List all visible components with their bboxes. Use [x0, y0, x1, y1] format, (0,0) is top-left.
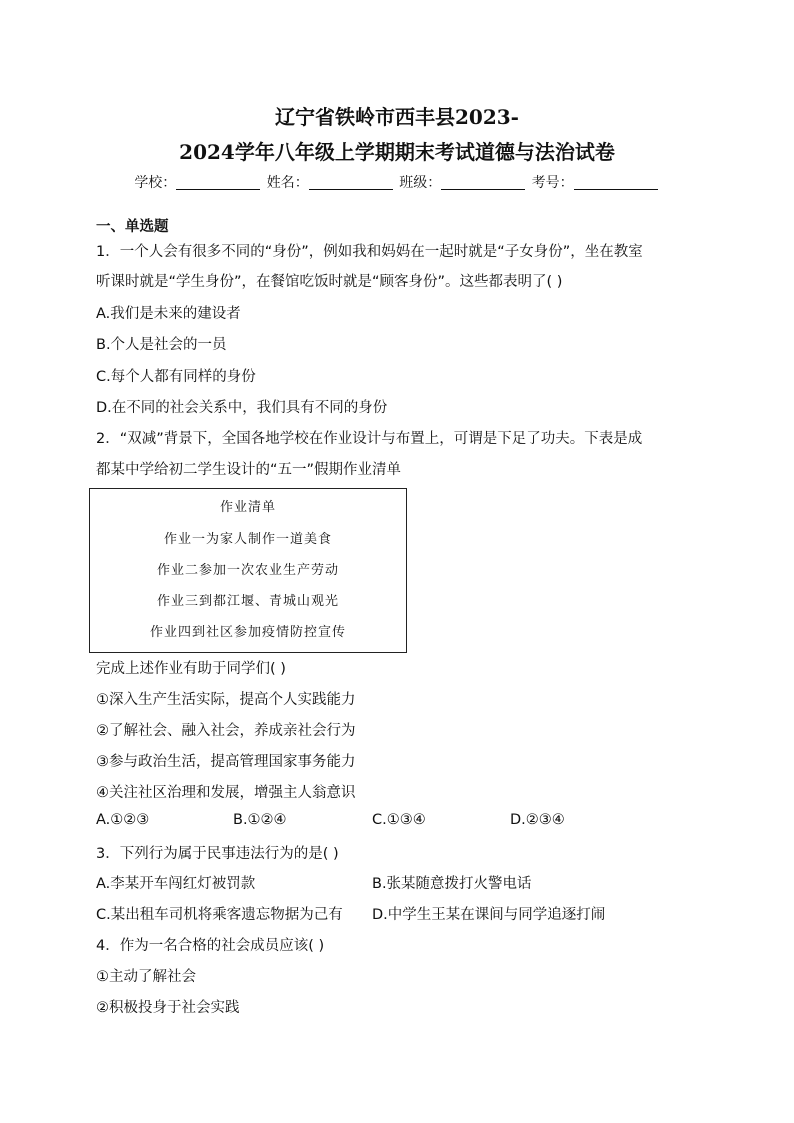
q2-option-a[interactable]: A.①②③ [96, 812, 150, 828]
school-label: 学校： [134, 175, 177, 191]
q2-statement-3: ③参与政治生活，提高管理国家事务能力 [96, 754, 356, 770]
q2-option-d[interactable]: D.②③④ [510, 812, 565, 828]
exam-title-line1: 辽宁省铁岭市西丰县2023- [275, 105, 519, 129]
homework-list-title: 作业清单 [219, 500, 276, 515]
name-label: 姓名： [266, 175, 309, 191]
class-blank[interactable] [441, 175, 525, 190]
q1-option-c[interactable]: C.每个人都有同样的身份 [96, 369, 256, 385]
q4-statement-1: ①主动了解社会 [96, 969, 196, 985]
q1-stem-line1: 1．一个人会有很多不同的“身份”，例如我和妈妈在一起时就是“子女身份”，坐在教室 [96, 244, 643, 260]
q3-option-c[interactable]: C.某出租车司机将乘客遗忘物据为己有 [96, 907, 343, 923]
section-heading: 一、单选题 [96, 219, 169, 235]
q3-stem: 3．下列行为属于民事违法行为的是( ) [96, 846, 339, 862]
q1-option-a[interactable]: A.我们是未来的建设者 [96, 306, 241, 322]
q1-option-b[interactable]: B.个人是社会的一员 [96, 337, 227, 353]
q2-stem-line3: 完成上述作业有助于同学们( ) [96, 661, 286, 677]
q4-stem: 4．作为一名合格的社会成员应该( ) [96, 938, 325, 954]
q2-statement-4: ④关注社区治理和发展，增强主人翁意识 [96, 785, 356, 801]
q3-option-d[interactable]: D.中学生王某在课间与同学追逐打闹 [372, 907, 606, 923]
school-blank[interactable] [176, 175, 260, 190]
class-label: 班级： [399, 175, 442, 191]
q3-option-a[interactable]: A.李某开车闯红灯被罚款 [96, 876, 256, 892]
homework-item-4: 作业四到社区参加疫情防控宣传 [149, 625, 346, 640]
q3-option-b[interactable]: B.张某随意拨打火警电话 [372, 876, 532, 892]
q4-statement-2: ②积极投身于社会实践 [96, 1000, 240, 1016]
q2-stem-line1: 2．“双减”背景下，全国各地学校在作业设计与布置上，可谓是下足了功夫。下表是成 [96, 431, 643, 447]
q2-stem-line2: 都某中学给初二学生设计的“五一”假期作业清单 [96, 462, 402, 478]
student-info-row [0, 172, 794, 192]
q2-statement-1: ①深入生产生活实际，提高个人实践能力 [96, 692, 356, 708]
q1-option-d[interactable]: D.在不同的社会关系中，我们具有不同的身份 [96, 400, 388, 416]
q2-option-b[interactable]: B.①②④ [233, 812, 287, 828]
homework-item-1: 作业一为家人制作一道美食 [163, 532, 332, 547]
name-blank[interactable] [309, 175, 393, 190]
q2-option-c[interactable]: C.①③④ [372, 812, 426, 828]
exam-no-blank[interactable] [574, 175, 658, 190]
homework-item-2: 作业二参加一次农业生产劳动 [156, 563, 339, 578]
homework-list-box [89, 488, 407, 653]
homework-item-3: 作业三到都江堰、青城山观光 [156, 594, 339, 609]
exam-title-line2: 2024学年八年级上学期期末考试道德与法治试卷 [179, 140, 615, 164]
q2-statement-2: ②了解社会、融入社会，养成亲社会行为 [96, 723, 356, 739]
q1-stem-line2: 听课时就是“学生身份”，在餐馆吃饭时就是“顾客身份”。这些都表明了( ) [96, 274, 563, 290]
exam-no-label: 考号： [531, 175, 574, 191]
